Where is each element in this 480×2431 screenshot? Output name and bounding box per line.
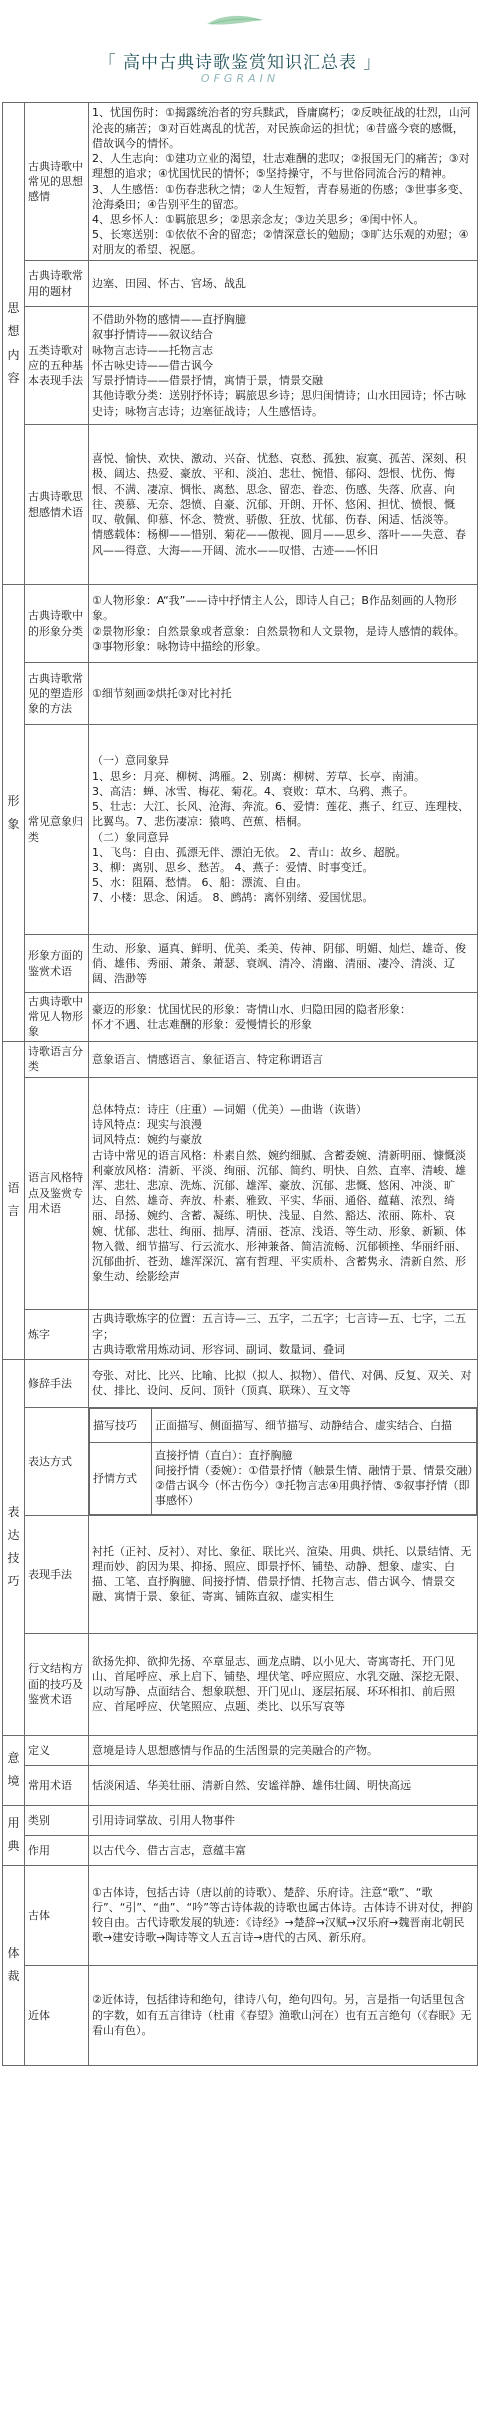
row-content: 边塞、田园、怀古、官场、战乱 — [89, 261, 478, 307]
row-content: 生动、形象、逼真、鲜明、优美、柔美、传神、阴郁、明媚、灿烂、雄奇、俊俏、雄伟、秀丽、萧条、萧瑟、衰飒、清冷、清幽、清丽、凄冷、清淡、辽阔、浩渺等 — [89, 935, 478, 993]
row-label: 五类诗歌对应的五种基本表现手法 — [25, 307, 89, 425]
row-label: 表达方式 — [25, 1407, 89, 1515]
row-content: ②近体诗，包括律诗和绝句，律诗八句，绝句四句。另，言是指一句话里包含的字数，如有五言律诗（杜甫《春望》渔歌山河在）也有五言绝句（《春眠》无看山有色）。 — [89, 1965, 478, 2065]
row-label: 形象方面的鉴赏术语 — [25, 935, 89, 993]
row-content: 古典诗歌炼字的位置：五言诗—三、五字，二五字；七言诗—五、七字，二五字； 古典诗歌常用炼动词、形容词、副词、数量词、叠词 — [89, 1309, 478, 1359]
row-content: 引用诗词掌故、引用人物事件 — [89, 1805, 478, 1835]
row-content: 总体特点：诗庄（庄重）—词媚（优美）—曲谐（诙谐） 诗风特点：现实与浪漫 词风特点：婉约与豪放 古诗中常见的语言风格：朴素自然、婉约细腻、含蓄委婉、清新明丽、慷慨淡利豪放风格：清新、平淡、绚丽、沉郁、简约、明快、自然、直率、清峻、雄浑、悲壮、悲凉、洗炼、沉郁、雄浑、豪放、沉郁、悲慨、悠闲、冲淡、旷达、自然、雄奇、奔放、朴素、雅致、平实、华丽、通俗、蕴藉、浓烈、绮丽、昂扬、婉约、含蓄、凝练、明快、浅显、自然、豁达、浓丽、陈朴、哀婉、忧郁、悲壮、绚丽、拙厚、清丽、苍凉、浅语、等生动、形象、新颖、体物入微、细节描写、行云流水、形神兼备、简洁流畅、沉郁顿挫、华丽纤丽、沉郁曲折、苍劲、雄浑深沉、富有哲理、平实质朴、含蓄隽永、清新自然、形象生动、绘影绘声 — [89, 1077, 478, 1309]
section-yijing: 意 境 — [3, 1735, 25, 1805]
knowledge-table-wrapper — [2, 102, 478, 2066]
row-label: 常用术语 — [25, 1765, 89, 1805]
row-label: 定义 — [25, 1735, 89, 1765]
page-subtitle: OFGRAIN — [200, 72, 280, 85]
expression-subtable — [89, 1408, 477, 1515]
sub-label: 抒情方式 — [90, 1442, 152, 1514]
row-content: ①细节刻画②烘托③对比衬托 — [89, 663, 478, 725]
row-content — [89, 1407, 478, 1515]
row-label: 语言风格特点及鉴赏专用术语 — [25, 1077, 89, 1309]
section-ticai: 体 裁 — [3, 1865, 25, 2065]
row-content: ①古体诗，包括古诗（唐以前的诗歌）、楚辞、乐府诗。注意“歌”、“歌行”、“引”、“曲”、“吟”等古诗体裁的诗歌也属古体诗。古体诗不讲对仗，押韵较自由。古代诗歌发展的轨迹：《诗经》→楚辞→汉赋→汉乐府→魏晋南北朝民歌→建安诗歌→陶诗等文人五言诗→唐代的古风、新乐府。 — [89, 1865, 478, 1965]
row-label: 诗歌语言分类 — [25, 1041, 89, 1077]
leaf-decoration-icon — [205, 12, 265, 28]
row-content: ①人物形象：A“我”——诗中抒情主人公，即诗人自己；B作品刻画的人物形象。 ②景物形象：自然景象或者意象：自然景物和人文景物，是诗人感情的载体。 ③事物形象：咏物诗中描绘的形象。 — [89, 585, 478, 663]
row-content: 意象语言、情感语言、象征语言、特定称谓语言 — [89, 1041, 478, 1077]
section-yuyan: 语 言 — [3, 1041, 25, 1359]
row-label: 类别 — [25, 1805, 89, 1835]
row-content: 意境是诗人思想感情与作品的生活图景的完美融合的产物。 — [89, 1735, 478, 1765]
knowledge-table — [2, 102, 478, 2066]
row-label: 表现手法 — [25, 1515, 89, 1633]
sub-content: 直接抒情（直白）：直抒胸臆 间接抒情（委婉）：①借景抒情（触景生情、融情于景、情景交融）②借古讽今（怀古伤今）③托物言志④用典抒情、⑤叙事抒情（即事感怀） — [152, 1442, 477, 1514]
row-content: 欲扬先抑、欲抑先扬、卒章显志、画龙点睛、以小见大、寄寓寄托、开门见山、首尾呼应、承上启下、铺垫、埋伏笔、呼应照应、水乳交融、深挖无限、以动写静、点面结合、想象联想、开门见山、逐层拓展、环环相扣、前后照应、首尾呼应、伏笔照应、点题、类比、以乐写哀等 — [89, 1633, 478, 1735]
row-content: 喜悦、愉快、欢快、激动、兴奋、忧愁、哀愁、孤独、寂寞、孤苦、深刻、积极、阔达、热爱、豪放、平和、淡泊、悲壮、惋惜、郁闷、怨恨、忧伤、悔恨、不满、凄凉、惆怅、离愁、思念、留恋、眷恋、伤感、失落、欣喜、向往、羡慕、无奈、怨愤、自豪、沉郁、开朗、开怀、悠闲、担忧、愤恨、慨叹、敬佩、仰慕、怀念、赞赏、骄傲、狂放、忧郁、伤春、闲适、恬淡等。 情感载体：杨柳——惜别、菊花——傲视、圆月——思乡、落叶——失意、春风——得意、大海——开阔、流水——叹惜、古迹——怀旧 — [89, 425, 478, 585]
row-content: 豪迈的形象：忧国忧民的形象：寄情山水、归隐田园的隐者形象： 怀才不遇、壮志难酬的形象：爱慢情长的形象 — [89, 993, 478, 1042]
row-label: 修辞手法 — [25, 1359, 89, 1407]
header — [0, 0, 480, 102]
row-label: 古典诗歌中常见的思想感情 — [25, 103, 89, 261]
page-title: 「 高中古典诗歌鉴赏知识汇总表 」 — [98, 53, 382, 73]
row-label: 古典诗歌常见的塑造形象的方法 — [25, 663, 89, 725]
row-content: 夸张、对比、比兴、比喻、比拟（拟人、拟物）、借代、对偶、反复、双关、对仗、排比、设问、反问、顶针（顶真、联珠）、互文等 — [89, 1359, 478, 1407]
row-content: 1、忧国伤时：①揭露统治者的穷兵黩武，昏庸腐朽；②反映征战的壮烈，山河沦丧的痛苦；③对百姓离乱的忧苦，对民族命运的担忧；④昔盛今衰的感慨，借故讽今的情怀。 2、人生志向：①建功立业的渴望，壮志难酬的悲叹；②报国无门的痛苦；③对理想的追求；④忧国忧民的情怀；⑤坚持操守，不与世俗同流合污的精神。 3、人生感悟：①伤春悲秋之情；②人生短暂，青春易逝的伤感；③世事多变、沧海桑田；④告别平生的留恋。 4、思乡怀人：①羁旅思乡；②思亲念友；③边关思乡；④闺中怀人。 5、长寒送别：①依依不舍的留恋；②情深意长的勉励；③旷达乐观的劝慰；④对朋友的希望、祝愿。 — [89, 103, 478, 261]
sub-label: 描写技巧 — [90, 1408, 152, 1442]
row-content: 以古代今、借古言志，意蕴丰富 — [89, 1835, 478, 1865]
row-label: 炼字 — [25, 1309, 89, 1359]
row-label: 作用 — [25, 1835, 89, 1865]
row-label: 常见意象归类 — [25, 725, 89, 935]
section-sixiang: 思 想 内 容 — [3, 103, 25, 585]
section-biaoda: 表 达 技 巧 — [3, 1359, 25, 1735]
row-label: 行文结构方面的技巧及鉴赏术语 — [25, 1633, 89, 1735]
row-content: 衬托（正衬、反衬）、对比、象征、联比兴、渲染、用典、烘托、以景结情、无理而妙、韵因为果、抑扬、照应、即景抒怀、铺垫、动静、想象、虚实、白描、工笔、直抒胸臆、间接抒情、借景抒情、托物言志、借古讽今、情景交融、寓情于景、象征、寄寓、铺陈直叙、虚实相生 — [89, 1515, 478, 1633]
row-content: （一）意同象异 1、思乡：月亮、柳树、鸿雁。2、别离：柳树、芳草、长亭、南浦。 3、高洁：蝉、冰雪、梅花、菊花。4、衰败：草木、乌鸦、燕子。 5、壮志：大江、长风、沧海、奔流。6、爱情：莲花、燕子、红豆、连理枝、比翼鸟。7、悲伤凄凉：猿鸣、芭蕉、梧桐。 （二）象同意异 1、飞鸟：自由、孤漂无伴、漂泊无依。 2、青山：故乡、超脱。 3、柳：离别、思乡、愁苦。 4、燕子：爱情、时事变迁。 5、水：阻隔、愁情。 6、船：漂流、自由。 7、小楼：思念、闲适。 8、鹧鸪：离怀别绪、爱国忧思。 — [89, 725, 478, 935]
row-content: 恬淡闲适、华美壮丽、清新自然、安谧祥静、雄伟壮阔、明快高远 — [89, 1765, 478, 1805]
row-label: 古典诗歌中的形象分类 — [25, 585, 89, 663]
row-label: 近体 — [25, 1965, 89, 2065]
section-yongdian: 用 典 — [3, 1805, 25, 1865]
row-label: 古典诗歌中常见人物形象 — [25, 993, 89, 1042]
row-label: 古典诗歌常用的题材 — [25, 261, 89, 307]
section-xingxiang: 形 象 — [3, 585, 25, 1042]
row-content: 不借助外物的感情——直抒胸臆 叙事抒情诗——叙议结合 咏物言志诗——托物言志 怀古咏史诗——借古讽今 写景抒情诗——借景抒情，寓情于景，情景交融 其他诗歌分类：送别抒怀诗；羁旅思乡诗；思归闺情诗；山水田园诗；怀古咏史诗；咏物言志诗；边塞征战诗；人生感悟诗。 — [89, 307, 478, 425]
sub-content: 正面描写、侧面描写、细节描写、动静结合、虚实结合、白描 — [152, 1408, 477, 1442]
row-label: 古体 — [25, 1865, 89, 1965]
row-label: 古典诗歌思想感情术语 — [25, 425, 89, 585]
